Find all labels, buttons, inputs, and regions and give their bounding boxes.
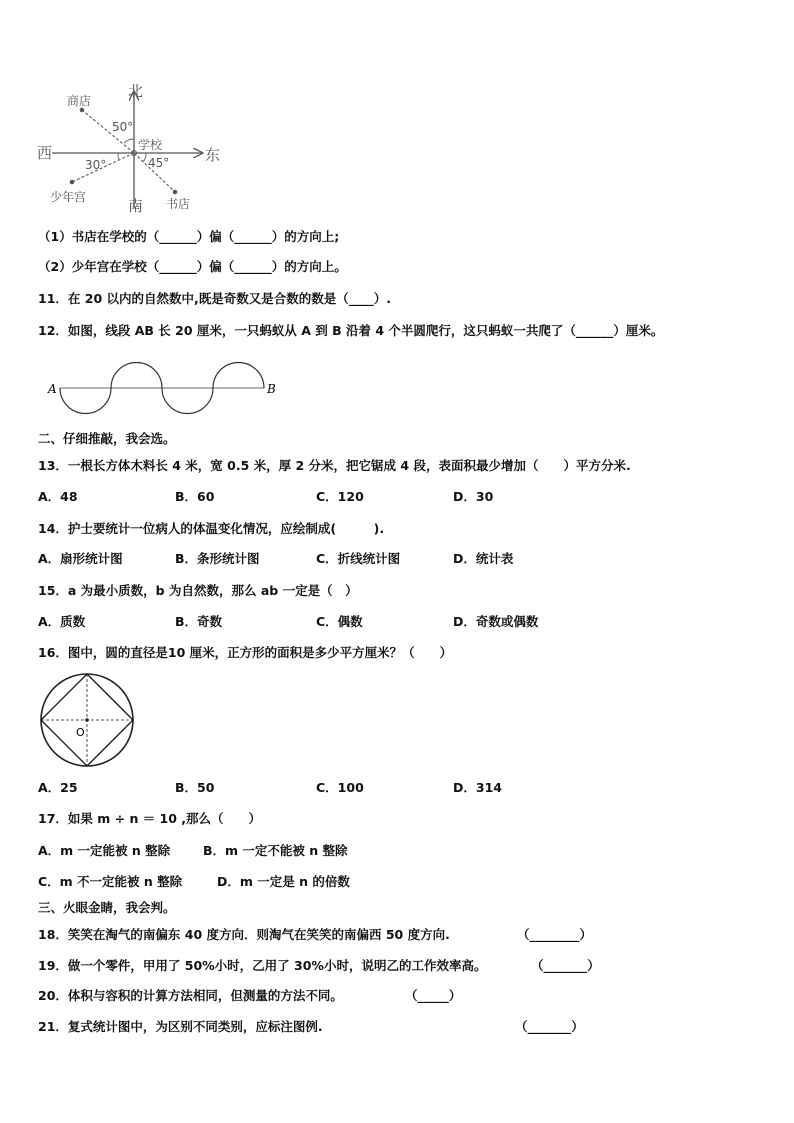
q11-stem: 11．在 20 以内的自然数中,既是奇数又是合数的数是（____）. xyxy=(38,291,391,306)
q15-option-a: A．质数 xyxy=(38,614,86,629)
north-label: 北 xyxy=(128,82,144,100)
west-label: 西 xyxy=(37,144,53,162)
circle-square-figure xyxy=(38,672,138,772)
q15-option-c: C．偶数 xyxy=(316,614,363,629)
q17-stem: 17．如果 m ÷ n ＝ 10 ,那么（ ） xyxy=(38,811,262,826)
q19-answer-blank: （_______） xyxy=(531,958,600,973)
q15-stem: 15．a 为最小质数，b 为自然数，那么 ab 一定是（ ） xyxy=(38,583,358,598)
q13-option-c: C．120 xyxy=(316,489,364,504)
youth-palace-label: 少年宫 xyxy=(50,190,87,204)
q14-option-b: B．条形统计图 xyxy=(175,551,260,566)
semicircle-path-figure xyxy=(40,355,290,420)
center-point xyxy=(85,718,89,722)
angle-label-youth: 30° xyxy=(85,158,107,172)
q13-option-b: B．60 xyxy=(175,489,215,504)
q13-option-a: A．48 xyxy=(38,489,78,504)
q17-option-c: C．m 不一定能被 n 整除 xyxy=(38,874,183,889)
q17-option-b: B．m 一定不能被 n 整除 xyxy=(203,843,348,858)
shop-label: 商店 xyxy=(67,94,92,108)
q20-stem: 20．体积与容积的计算方法相同，但测量的方法不同。 xyxy=(38,988,343,1003)
school-label: 学校 xyxy=(138,138,163,152)
angle-arc-shop xyxy=(124,139,134,143)
q15-option-b: B．奇数 xyxy=(175,614,223,629)
east-label: 东 xyxy=(205,146,221,164)
q19-stem: 19．做一个零件，甲用了 50%小时，乙用了 30%小时，说明乙的工作效率高。 xyxy=(38,958,487,973)
q21-stem: 21．复式统计图中，为区别不同类别，应标注图例. xyxy=(38,1019,323,1034)
bookstore-label: 书店 xyxy=(166,197,191,211)
angle-arc-youth xyxy=(118,153,119,160)
q17-option-d: D．m 一定是 n 的倍数 xyxy=(217,874,350,889)
compass-diagram xyxy=(30,80,230,215)
q14-option-a: A．扇形统计图 xyxy=(38,551,123,566)
q17-option-a: A．m 一定能被 n 整除 xyxy=(38,843,171,858)
q13-option-d: D．30 xyxy=(453,489,494,504)
q16-option-b: B．50 xyxy=(175,780,215,795)
q18-answer-blank: （________） xyxy=(517,927,593,942)
q16-stem: 16．图中，圆的直径是10 厘米，正方形的面积是多少平方厘米？（ ） xyxy=(38,645,453,660)
q16-option-a: A．25 xyxy=(38,780,78,795)
section-3-heading: 三、火眼金睛，我会判。 xyxy=(38,900,176,915)
point-b-label: B xyxy=(267,382,276,396)
q14-option-d: D．统计表 xyxy=(453,551,514,566)
point-a-label: A xyxy=(48,382,57,396)
q21-answer-blank: （_______） xyxy=(515,1019,584,1034)
q14-option-c: C．折线统计图 xyxy=(316,551,401,566)
q16-option-d: D．314 xyxy=(453,780,502,795)
youth-palace-point xyxy=(70,180,75,185)
shop-point xyxy=(80,108,85,113)
bookstore-point xyxy=(173,190,178,195)
q12-stem: 12．如图，线段 AB 长 20 厘米，一只蚂蚁从 A 到 B 沿着 4 个半圆爬行，这只蚂蚁一共爬了（______）厘米。 xyxy=(38,323,664,338)
angle-label-shop: 50° xyxy=(112,120,134,134)
q20-answer-blank: （_____） xyxy=(405,988,462,1003)
q10-line2: （2）少年宫在学校（______）偏（______）的方向上。 xyxy=(38,259,347,274)
section-2-heading: 二、仔细推敲，我会选。 xyxy=(38,431,176,446)
q10-line1: （1）书店在学校的（______）偏（______）的方向上; xyxy=(38,229,340,244)
q18-stem: 18．笑笑在淘气的南偏东 40 度方向．则淘气在笑笑的南偏西 50 度方向. xyxy=(38,927,450,942)
angle-arc-book xyxy=(143,153,146,162)
q13-stem: 13．一根长方体木料长 4 米，宽 0.5 米，厚 2 分米，把它锯成 4 段，表面积最少增加（ ）平方分米. xyxy=(38,458,631,473)
q14-stem: 14．护士要统计一位病人的体温变化情况，应绘制成( ). xyxy=(38,521,385,536)
angle-label-book: 45° xyxy=(148,156,170,170)
q15-option-d: D．奇数或偶数 xyxy=(453,614,539,629)
q16-option-c: C．100 xyxy=(316,780,364,795)
center-label: O xyxy=(76,726,85,739)
south-label: 南 xyxy=(128,197,144,215)
